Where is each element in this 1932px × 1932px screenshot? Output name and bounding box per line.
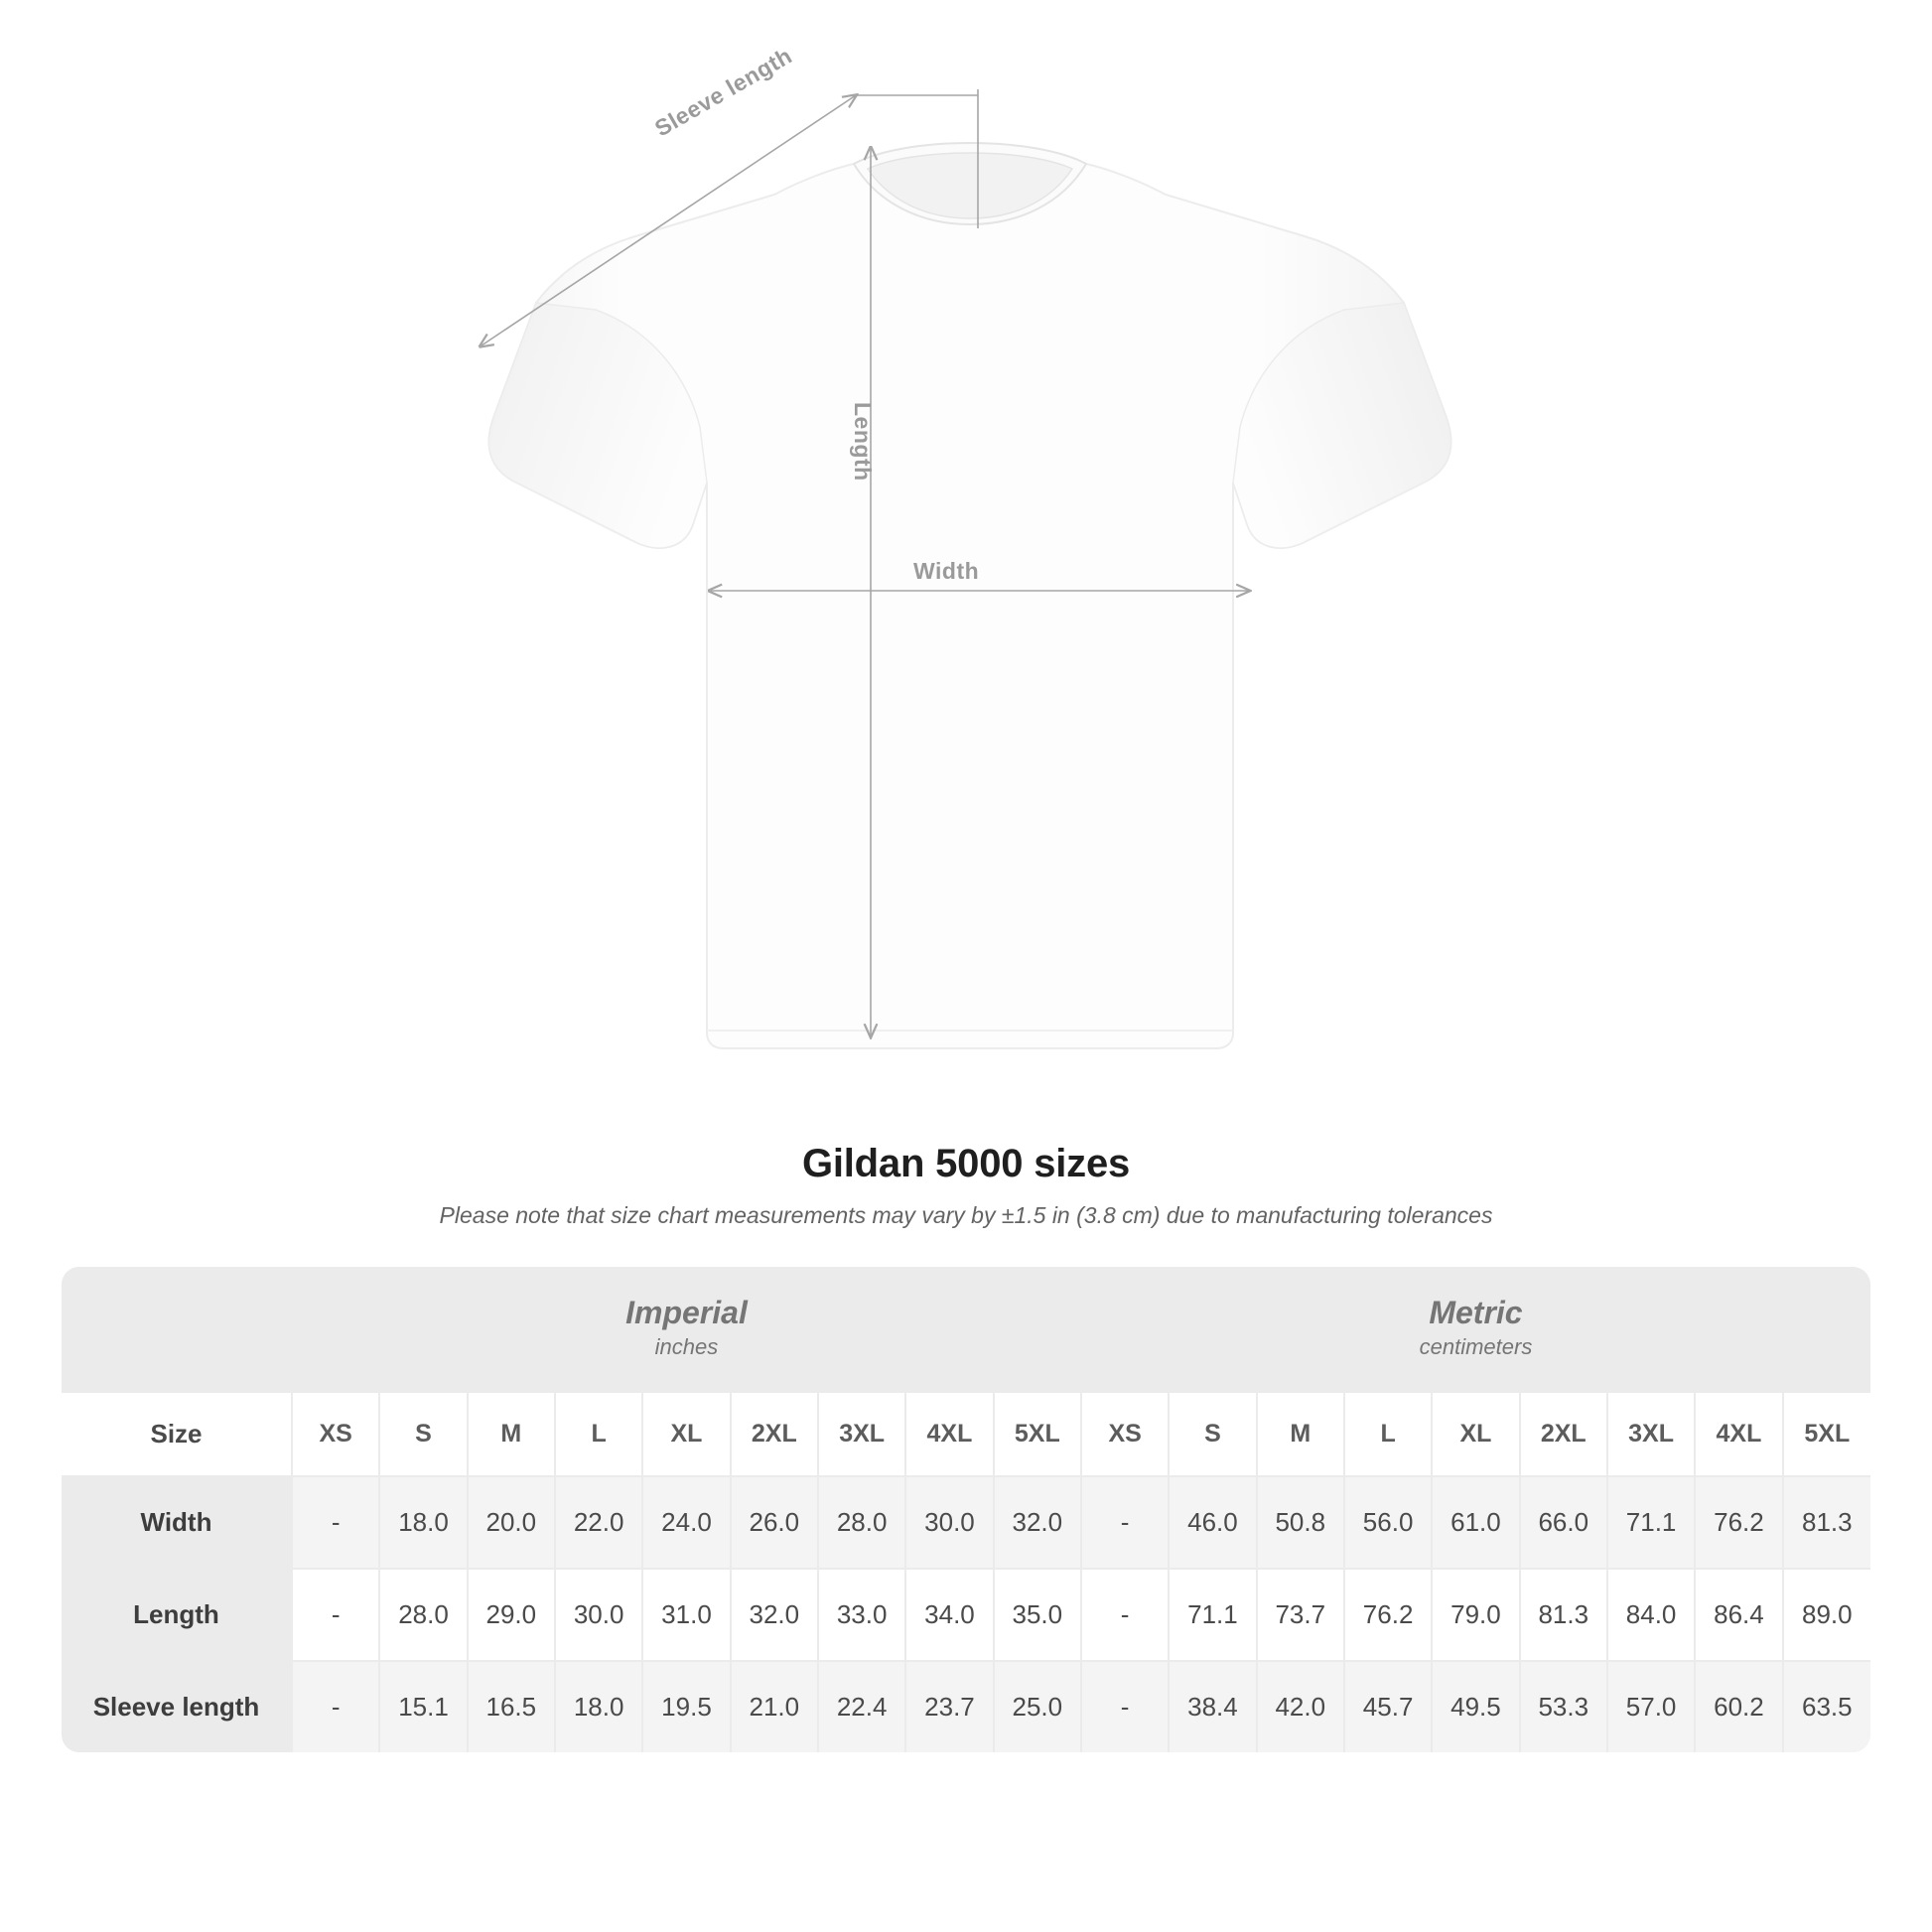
cell-length: 84.0 xyxy=(1607,1569,1695,1661)
cell-length: 31.0 xyxy=(642,1569,730,1661)
size-header-cell: XL xyxy=(1432,1393,1519,1476)
size-header-cell: 2XL xyxy=(1520,1393,1607,1476)
table-row xyxy=(62,1661,1870,1752)
size-header-cell: M xyxy=(468,1393,555,1476)
size-header-cell: M xyxy=(1257,1393,1344,1476)
cell-width: 28.0 xyxy=(818,1476,905,1569)
cell-length: 34.0 xyxy=(905,1569,993,1661)
row-label-length: Length xyxy=(62,1569,292,1661)
cell-sleeve-length: 38.4 xyxy=(1169,1661,1256,1752)
system-header-row xyxy=(62,1267,1870,1393)
cell-sleeve-length: - xyxy=(1081,1661,1169,1752)
tolerance-note: Please note that size chart measurements may vary by ±1.5 in (3.8 cm) due to manufacturing tolerances xyxy=(439,1202,1493,1228)
size-table xyxy=(62,1267,1870,1752)
cell-sleeve-length: 53.3 xyxy=(1520,1661,1607,1752)
page-title: Gildan 5000 sizes xyxy=(801,1142,1131,1185)
size-header-row xyxy=(62,1393,1870,1476)
cell-sleeve-length: 16.5 xyxy=(468,1661,555,1752)
cell-length: 81.3 xyxy=(1520,1569,1607,1661)
size-header-cell: XL xyxy=(642,1393,730,1476)
cell-width: 32.0 xyxy=(994,1476,1081,1569)
size-header-label: Size xyxy=(62,1393,292,1476)
cell-sleeve-length: 19.5 xyxy=(642,1661,730,1752)
cell-length: - xyxy=(292,1569,379,1661)
cell-length: 71.1 xyxy=(1169,1569,1256,1661)
size-header-cell: 2XL xyxy=(731,1393,818,1476)
cell-sleeve-length: 22.4 xyxy=(818,1661,905,1752)
cell-length: 30.0 xyxy=(555,1569,642,1661)
cell-sleeve-length: 49.5 xyxy=(1432,1661,1519,1752)
cell-length: 86.4 xyxy=(1695,1569,1782,1661)
system-header-spacer xyxy=(62,1267,292,1393)
size-header-cell: S xyxy=(1169,1393,1256,1476)
cell-sleeve-length: 23.7 xyxy=(905,1661,993,1752)
cell-width: 22.0 xyxy=(555,1476,642,1569)
system-name-imperial: Imperial xyxy=(625,1295,748,1330)
system-unit-imperial: inches xyxy=(654,1334,719,1359)
system-unit-metric: centimeters xyxy=(1419,1334,1533,1359)
row-label-width: Width xyxy=(62,1476,292,1569)
cell-length: 79.0 xyxy=(1432,1569,1519,1661)
cell-width: 26.0 xyxy=(731,1476,818,1569)
size-header-cell: L xyxy=(555,1393,642,1476)
cell-width: 20.0 xyxy=(468,1476,555,1569)
cell-sleeve-length: 60.2 xyxy=(1695,1661,1782,1752)
shirt-shape xyxy=(488,143,1450,1048)
system-name-metric: Metric xyxy=(1429,1295,1523,1330)
cell-sleeve-length: 21.0 xyxy=(731,1661,818,1752)
cell-length: 73.7 xyxy=(1257,1569,1344,1661)
cell-length: 28.0 xyxy=(379,1569,467,1661)
table-row xyxy=(62,1569,1870,1661)
system-header-metric xyxy=(1081,1267,1870,1393)
cell-width: 18.0 xyxy=(379,1476,467,1569)
cell-length: - xyxy=(1081,1569,1169,1661)
title-block xyxy=(0,1142,1932,1229)
size-header-cell: 3XL xyxy=(818,1393,905,1476)
size-table-container xyxy=(62,1267,1870,1752)
system-header-imperial xyxy=(292,1267,1081,1393)
cell-width: 24.0 xyxy=(642,1476,730,1569)
cell-sleeve-length: 42.0 xyxy=(1257,1661,1344,1752)
cell-width: - xyxy=(1081,1476,1169,1569)
cell-width: 76.2 xyxy=(1695,1476,1782,1569)
cell-width: 56.0 xyxy=(1344,1476,1432,1569)
cell-width: 46.0 xyxy=(1169,1476,1256,1569)
size-header-cell: L xyxy=(1344,1393,1432,1476)
cell-length: 33.0 xyxy=(818,1569,905,1661)
sleeve-length-label: Sleeve length xyxy=(650,42,797,142)
size-header-cell: 5XL xyxy=(1783,1393,1870,1476)
cell-width: 71.1 xyxy=(1607,1476,1695,1569)
length-label: Length xyxy=(850,402,876,482)
size-header-cell: 3XL xyxy=(1607,1393,1695,1476)
size-header-cell: S xyxy=(379,1393,467,1476)
size-header-cell: 4XL xyxy=(1695,1393,1782,1476)
table-row xyxy=(62,1476,1870,1569)
cell-sleeve-length: 63.5 xyxy=(1783,1661,1870,1752)
size-header-cell: 5XL xyxy=(994,1393,1081,1476)
cell-length: 32.0 xyxy=(731,1569,818,1661)
cell-width: - xyxy=(292,1476,379,1569)
cell-sleeve-length: 45.7 xyxy=(1344,1661,1432,1752)
cell-sleeve-length: - xyxy=(292,1661,379,1752)
row-label-sleeve-length: Sleeve length xyxy=(62,1661,292,1752)
cell-width: 81.3 xyxy=(1783,1476,1870,1569)
cell-sleeve-length: 15.1 xyxy=(379,1661,467,1752)
cell-width: 30.0 xyxy=(905,1476,993,1569)
width-label: Width xyxy=(913,558,980,584)
cell-width: 61.0 xyxy=(1432,1476,1519,1569)
cell-length: 35.0 xyxy=(994,1569,1081,1661)
cell-sleeve-length: 18.0 xyxy=(555,1661,642,1752)
cell-length: 76.2 xyxy=(1344,1569,1432,1661)
size-header-cell: XS xyxy=(292,1393,379,1476)
cell-sleeve-length: 25.0 xyxy=(994,1661,1081,1752)
size-header-cell: XS xyxy=(1081,1393,1169,1476)
size-header-cell: 4XL xyxy=(905,1393,993,1476)
cell-sleeve-length: 57.0 xyxy=(1607,1661,1695,1752)
cell-width: 50.8 xyxy=(1257,1476,1344,1569)
cell-width: 66.0 xyxy=(1520,1476,1607,1569)
cell-length: 29.0 xyxy=(468,1569,555,1661)
cell-length: 89.0 xyxy=(1783,1569,1870,1661)
